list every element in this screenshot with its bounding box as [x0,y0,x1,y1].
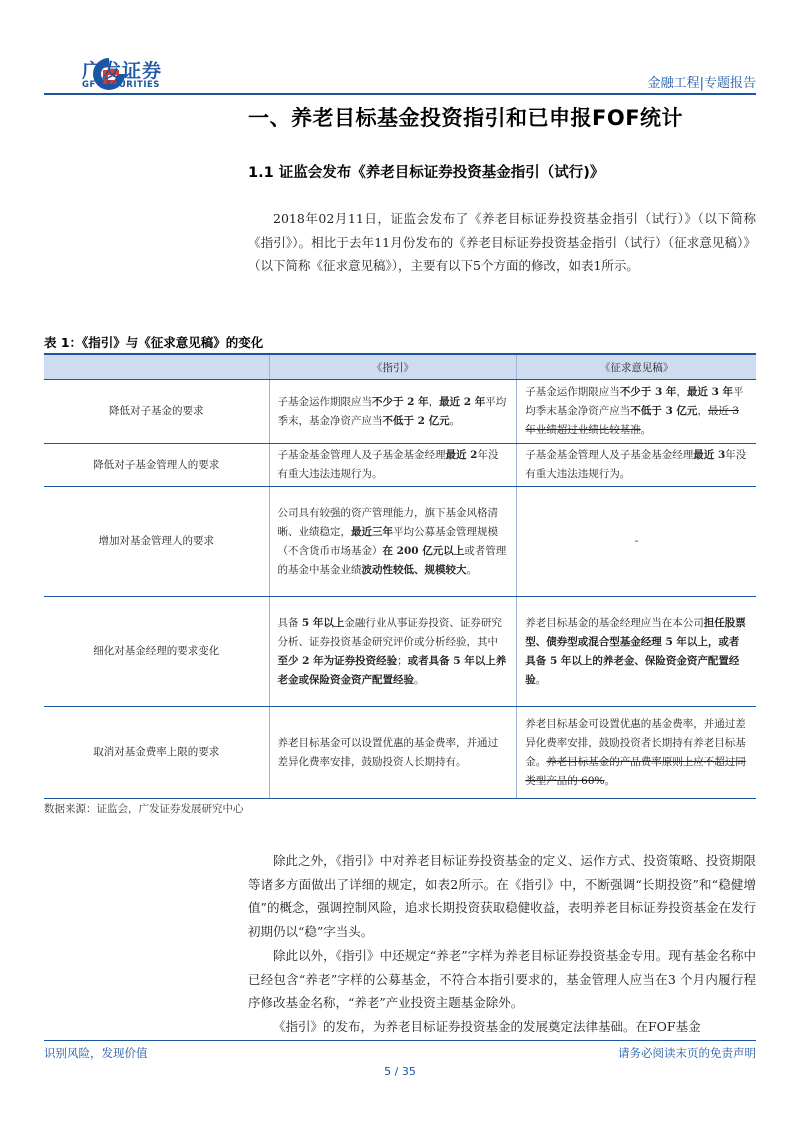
row-label: 增加对基金管理人的要求 [44,487,269,597]
cell-text: 养老目标基金可以设置优惠的基金费率，并通过差异化费率安排，鼓励投资人长期持有。 [277,736,499,768]
cell-text: 子基金基金管理人及子基金基金经理 [525,449,694,461]
struck-text: 最近 3 年业绩超过业绩比较基准 [525,405,739,436]
logo-subtitle: GF SECURITIES [82,80,160,90]
bold-text: 至少 2 年为证券投资经验 [277,654,398,667]
section-title: 一、养老目标基金投资指引和已申报FOF统计 [248,106,684,130]
paragraph-1 [248,207,756,278]
table-row [44,487,756,597]
row-label: 取消对基金费率上限的要求 [44,707,269,799]
cell-text: 平均公募基金管理规模（不含货币市场基金） [277,525,499,557]
cell-text: 平均季末基金净资产应当 [525,386,744,417]
paragraph-4 [248,1015,756,1039]
cell-text: 养老目标基金可设置优惠的基金费率，并通过差异化费率安排，鼓励投资者长期持有养老目标基金。 [525,717,746,768]
bold-text: 或者具备 5 年以上养老金或保险资金资产配置经验 [277,654,507,686]
report-type: 金融工程|专题报告 [647,76,756,91]
paragraph-4-text: 《指引》的发布，为养老目标证券投资基金的发展奠定法律基础。在FOF基金 [273,1019,701,1034]
cell-text: 子基金基金管理人及子基金基金经理 [277,449,446,461]
draft-cell [517,380,756,444]
cell-text: 年没有重大违法违规行为。 [525,449,747,480]
cell-text: 。 [604,774,615,787]
footer-divider [44,1040,756,1041]
cell-text: 子基金运作期限应当 [277,395,373,408]
cell-text: 养老目标基金的基金经理应当在本公司 [525,616,704,629]
bold-text: 5 年以上 [301,616,345,629]
table-header-row [44,354,756,380]
bold-text: 最近 3 [693,449,726,461]
bold-text: 最近三年 [351,525,394,538]
cell-text: 。 [414,673,425,686]
cell-text: ， [676,386,687,398]
guide-cell [269,487,517,597]
paragraph-2-text: 除此之外，《指引》中对养老目标证券投资基金的定义、运作方式、投资策略、投资期限等诸多方面做出了详细的规定，如表2所示。在《指引》中，不断强调“长期投资”和“稳健增值”的概念，强调控制风险，追求长期投资获取稳健收益，表明养老目标证券投资基金在发行初期仍以“稳”字当头。 [248,853,756,939]
cell-text: 。 [466,563,478,576]
bold-text: 最近 2 年 [439,395,486,408]
bold-text: 在 200 亿元以上 [382,544,465,557]
cell-text: 金融行业从事证券投资、证券研究分析、证券投资基金研究评价或分析经验，其中 [277,616,502,648]
header-cell-draft: 《征求意见稿》 [517,354,756,380]
guide-cell [269,707,517,799]
bold-text: 担任股票型、债券型或混合型基金经理 5 年以上，或者具备 5 年以上的养老金、保险资金资产配置经验 [525,616,746,686]
bold-text: 最近 3 年 [686,386,734,398]
bold-text: 不少于 2 年 [372,395,429,408]
guide-cell [269,444,517,487]
cell-text: 。 [449,414,461,427]
bold-text: 不少于 3 年 [619,386,677,398]
cell-text: 具备 [277,616,302,629]
cell-text: 平均季末，基金净资产应当 [277,395,507,427]
header-cell-empty [44,354,269,380]
struck-text: 养老目标基金的产品费率原则上应不超过同类型产品的 60% [525,755,746,787]
cell-text: 公司具有较强的资产管理能力，旗下基金风格清晰、业绩稳定， [277,506,499,538]
table-caption: 表 1：《指引》与《征求意见稿》的变化 [44,335,264,350]
paragraph-3-text: 除此以外，《指引》中还规定“养老”字样为养老目标证券投资基金专用。现有基金名称中已经包含“养老”字样的公募基金，不符合本指引要求的，基金管理人应当在3 个月内履行程序修改基金名称，“养老”产业投资主题基金除外。 [248,948,756,1010]
header-divider [44,93,756,95]
table-row [44,444,756,487]
cell-text: ， [428,395,440,408]
bold-text: 不低于 2 亿元 [382,414,450,427]
table-row [44,707,756,799]
draft-cell [517,707,756,799]
row-label: 降低对子基金的要求 [44,380,269,444]
cell-text: ； [397,654,408,667]
paragraph-1-text: 2018年02月11日，证监会发布了《养老目标证券投资基金指引（试行）》（以下简称《指引》）。相比于去年11月份发布的《养老目标证券投资基金指引（试行）（征求意见稿）》（以下简称《征求意见稿》），主要有以下5个方面的修改，如表1所示。 [248,211,756,273]
table-row [44,380,756,444]
cell-text: 子基金运作期限应当 [525,386,620,398]
draft-cell [517,444,756,487]
subsection-title: 1.1 证监会发布《养老目标证券投资基金指引（试行)》 [248,165,605,181]
guide-cell [269,597,517,707]
table-row [44,597,756,707]
comparison-table [44,353,756,799]
cell-text: ， [697,405,708,417]
page-number: 5 / 35 [384,1065,416,1078]
footer-slogan: 识别风险，发现价值 [44,1046,148,1060]
paragraph-2 [248,849,756,943]
logo-text: 广发证券 [82,60,163,82]
bold-text: 最近 2 [445,449,478,461]
footer-disclaimer: 请务必阅读末页的免责声明 [618,1046,756,1060]
bold-text: 不低于 3 亿元 [630,405,698,417]
cell-text: 。 [640,424,652,436]
bold-text: 波动性较低、规模较大 [361,563,467,576]
header-cell-guide: 《指引》 [269,354,517,380]
cell-text: - [634,535,639,547]
row-label: 细化对基金经理的要求变化 [44,597,269,707]
guide-cell [269,380,517,444]
draft-cell [517,487,756,597]
table-source: 数据来源：证监会，广发证券发展研究中心 [44,803,244,815]
row-label: 降低对子基金管理人的要求 [44,444,269,487]
draft-cell [517,597,756,707]
cell-text: 或者管理的基金中基金业绩 [277,544,507,576]
paragraph-3 [248,944,756,1015]
cell-text: 。 [535,673,547,686]
cell-text: 年没有重大违法违规行为。 [277,449,499,480]
